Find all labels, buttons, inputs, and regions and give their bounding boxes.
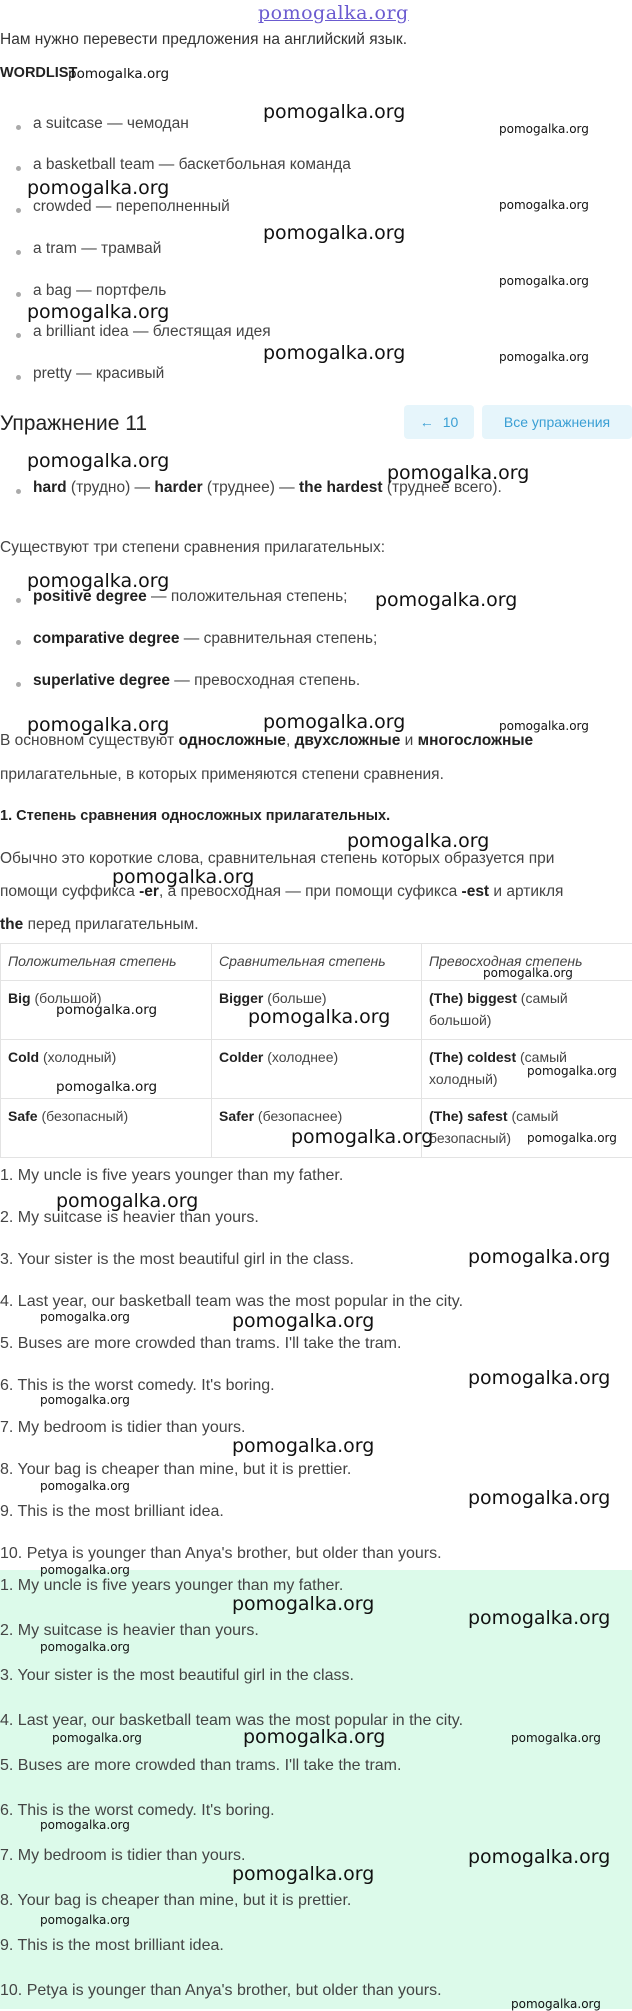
bullet-icon: [16, 125, 21, 130]
section-text-line1: Обычно это короткие слова, сравнительная степень которых образуется при: [0, 850, 554, 868]
watermark: pomogalka.org: [40, 1913, 130, 1927]
watermark: pomogalka.org: [40, 1393, 130, 1407]
syllables-text-line2: прилагательные, в которых применяются степени сравнения.: [0, 766, 444, 784]
wordlist-item: a brilliant idea — блестящая идея: [33, 323, 271, 341]
watermark: pomogalka.org: [387, 462, 529, 484]
watermark: pomogalka.org: [56, 1079, 157, 1095]
syllables-part: В основном существуют: [0, 732, 174, 749]
site-logo[interactable]: pomogalka.org: [258, 2, 409, 24]
cell-word: (The) safest: [429, 1108, 508, 1124]
watermark: pomogalka.org: [27, 450, 169, 472]
watermark: pomogalka.org: [27, 714, 169, 736]
all-exercises-label: Все упражнения: [504, 414, 610, 430]
section-text-part: перед прилагательным.: [28, 916, 199, 933]
watermark: pomogalka.org: [40, 1310, 130, 1324]
wordlist-item: a basketball team — баскетбольная команда: [33, 156, 351, 174]
cell-translation: (самый холодный): [429, 1049, 567, 1087]
watermark: pomogalka.org: [27, 301, 169, 323]
watermark: pomogalka.org: [263, 342, 405, 364]
cell-translation: (самый безопасный): [429, 1108, 558, 1146]
table-cell: [212, 1040, 422, 1099]
answer-line: 2. My suitcase is heavier than yours.: [0, 1209, 259, 1227]
highlighted-answer-line: 1. My uncle is five years younger than my father.: [0, 1577, 343, 1595]
all-exercises-button[interactable]: [482, 405, 632, 439]
table-cell: [422, 981, 632, 1040]
bullet-icon: [16, 375, 21, 380]
cell-word: Bigger: [219, 990, 263, 1006]
degree-desc: — сравнительная степень;: [184, 630, 378, 647]
watermark: pomogalka.org: [291, 1126, 433, 1148]
wordlist-item: pretty — красивый: [33, 365, 164, 383]
bullet-icon: [16, 682, 21, 687]
prev-exercise-button[interactable]: [404, 405, 474, 439]
cell-translation: (безопаснее): [258, 1108, 342, 1124]
section-text-line3: [0, 916, 199, 934]
section-text-line2: [0, 883, 563, 901]
answer-line: 1. My uncle is five years younger than my father.: [0, 1167, 343, 1185]
watermark: pomogalka.org: [468, 1246, 610, 1268]
cell-translation: (большой): [34, 990, 101, 1006]
degree-item: [33, 630, 377, 648]
watermark: pomogalka.org: [347, 830, 489, 852]
bullet-icon: [16, 208, 21, 213]
degree-term: comparative degree: [33, 630, 179, 647]
watermark: pomogalka.org: [232, 1310, 374, 1332]
section-text-part: помощи суффикса: [0, 883, 135, 900]
example-text: (труднее) —: [207, 479, 295, 496]
watermark: pomogalka.org: [263, 222, 405, 244]
wordlist-item: crowded — переполненный: [33, 198, 230, 216]
watermark: pomogalka.org: [27, 177, 169, 199]
bullet-icon: [16, 333, 21, 338]
watermark: pomogalka.org: [232, 1435, 374, 1457]
answer-line: 9. This is the most brilliant idea.: [0, 1503, 224, 1521]
cell-word: Big: [8, 990, 31, 1006]
watermark: pomogalka.org: [499, 350, 589, 364]
exercise-title: Упражнение 11: [0, 412, 147, 436]
highlighted-answer-line: 8. Your bag is cheaper than mine, but it is prettier.: [0, 1892, 351, 1910]
watermark: pomogalka.org: [232, 1863, 374, 1885]
watermark: pomogalka.org: [511, 1997, 601, 2011]
bullet-icon: [16, 640, 21, 645]
watermark: pomogalka.org: [499, 274, 589, 288]
watermark: pomogalka.org: [527, 1131, 617, 1145]
watermark: pomogalka.org: [40, 1818, 130, 1832]
watermark: pomogalka.org: [52, 1731, 142, 1745]
highlighted-answer-line: 3. Your sister is the most beautiful girl in the class.: [0, 1667, 354, 1685]
degree-term: positive degree: [33, 588, 147, 605]
cell-translation: (больше): [267, 990, 326, 1006]
highlighted-answer-line: 9. This is the most brilliant idea.: [0, 1937, 224, 1955]
watermark: pomogalka.org: [499, 122, 589, 136]
answer-line: 4. Last year, our basketball team was the most popular in the city.: [0, 1293, 463, 1311]
watermark: pomogalka.org: [232, 1593, 374, 1615]
highlighted-answer-line: 2. My suitcase is heavier than yours.: [0, 1622, 259, 1640]
cell-translation: (самый большой): [429, 990, 568, 1028]
example-word: hard: [33, 479, 67, 496]
highlighted-answer-line: 4. Last year, our basketball team was the most popular in the city.: [0, 1712, 463, 1730]
bullet-icon: [16, 598, 21, 603]
watermark: pomogalka.org: [40, 1640, 130, 1654]
example-text: (труднее всего).: [387, 479, 502, 496]
highlighted-answer-line: 6. This is the worst comedy. It's boring.: [0, 1802, 275, 1820]
watermark: pomogalka.org: [375, 589, 517, 611]
degree-desc: — превосходная степень.: [174, 672, 360, 689]
answer-line: 8. Your bag is cheaper than mine, but it is prettier.: [0, 1461, 351, 1479]
cell-translation: (холодный): [43, 1049, 116, 1065]
wordlist-item: a bag — портфель: [33, 282, 166, 300]
syllables-part: и: [405, 732, 414, 749]
watermark: pomogalka.org: [263, 101, 405, 123]
example-word: harder: [154, 479, 202, 496]
table-header: Превосходная степень: [422, 944, 632, 981]
watermark: pomogalka.org: [468, 1487, 610, 1509]
highlighted-answer-line: 10. Petya is younger than Anya's brother, but older than yours.: [0, 1982, 442, 2000]
section-text-part: и артикля: [493, 883, 563, 900]
cell-word: Safer: [219, 1108, 254, 1124]
syllables-bold: двухсложные: [295, 732, 401, 749]
bullet-icon: [16, 166, 21, 171]
watermark: pomogalka.org: [527, 1064, 617, 1078]
syllables-part: ,: [286, 732, 290, 749]
bullet-icon: [16, 489, 21, 494]
section-text-part: , а превосходная — при помощи суфикса: [159, 883, 457, 900]
task-intro: Нам нужно перевести предложения на английский язык.: [0, 31, 407, 49]
cell-translation: (холоднее): [267, 1049, 338, 1065]
cell-translation: (безопасный): [41, 1108, 128, 1124]
section-title: 1. Степень сравнения односложных прилагательных.: [0, 808, 390, 824]
wordlist-title: WORDLIST: [0, 65, 77, 81]
watermark: pomogalka.org: [263, 711, 405, 733]
answer-line: 10. Petya is younger than Anya's brother, but older than yours.: [0, 1545, 442, 1563]
watermark: pomogalka.org: [40, 1479, 130, 1493]
watermark: pomogalka.org: [468, 1367, 610, 1389]
section-suffix: -er: [139, 883, 159, 900]
degree-item: [33, 672, 360, 690]
watermark: pomogalka.org: [40, 1563, 130, 1577]
highlighted-answer-line: 7. My bedroom is tidier than yours.: [0, 1847, 245, 1865]
syllables-bold: многосложные: [418, 732, 534, 749]
cell-word: Colder: [219, 1049, 263, 1065]
arrow-left-icon: ←: [420, 414, 434, 430]
watermark: pomogalka.org: [499, 198, 589, 212]
watermark: pomogalka.org: [68, 66, 169, 82]
highlighted-answer-line: 5. Buses are more crowded than trams. I'll take the tram.: [0, 1757, 401, 1775]
cell-word: (The) biggest: [429, 990, 517, 1006]
watermark: pomogalka.org: [499, 719, 589, 733]
degrees-intro: Существуют три степени сравнения прилагательных:: [0, 539, 385, 557]
table-cell: [422, 1099, 632, 1158]
watermark: pomogalka.org: [27, 570, 169, 592]
answer-line: 3. Your sister is the most beautiful girl in the class.: [0, 1251, 354, 1269]
watermark: pomogalka.org: [511, 1731, 601, 1745]
degree-desc: — положительная степень;: [151, 588, 347, 605]
cell-word: Safe: [8, 1108, 38, 1124]
table-header: Сравнительная степень: [212, 944, 422, 981]
watermark: pomogalka.org: [248, 1006, 390, 1028]
example-text: (трудно) —: [71, 479, 150, 496]
watermark: pomogalka.org: [483, 966, 573, 980]
answer-line: 5. Buses are more crowded than trams. I'll take the tram.: [0, 1335, 401, 1353]
watermark: pomogalka.org: [56, 1190, 198, 1212]
answer-line: 6. This is the worst comedy. It's boring.: [0, 1377, 275, 1395]
wordlist-item: a tram — трамвай: [33, 240, 161, 258]
table-header: Положительная степень: [1, 944, 212, 981]
watermark: pomogalka.org: [243, 1726, 385, 1748]
wordlist-item: a suitcase — чемодан: [33, 115, 189, 133]
bullet-icon: [16, 292, 21, 297]
degree-term: superlative degree: [33, 672, 170, 689]
watermark: pomogalka.org: [56, 1002, 157, 1018]
watermark: pomogalka.org: [468, 1846, 610, 1868]
watermark: pomogalka.org: [468, 1607, 610, 1629]
section-suffix: -est: [462, 883, 490, 900]
watermark: pomogalka.org: [112, 866, 254, 888]
cell-word: (The) coldest: [429, 1049, 516, 1065]
syllables-bold: односложные: [178, 732, 285, 749]
example-word: the hardest: [299, 479, 383, 496]
section-article: the: [0, 916, 23, 933]
table-cell: [1, 1099, 212, 1158]
prev-exercise-label: 10: [443, 414, 459, 430]
bullet-icon: [16, 250, 21, 255]
cell-word: Cold: [8, 1049, 39, 1065]
answer-line: 7. My bedroom is tidier than yours.: [0, 1419, 245, 1437]
